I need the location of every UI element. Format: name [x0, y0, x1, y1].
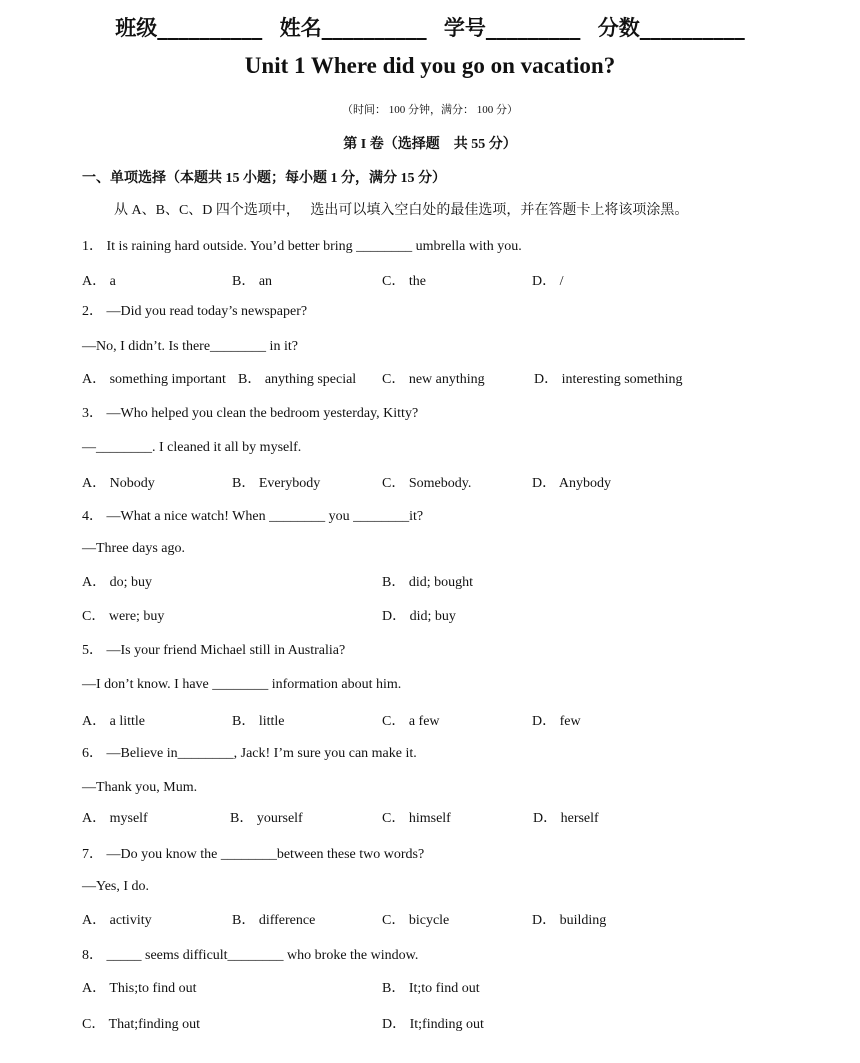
question-3-option-b: B． Everybody — [232, 476, 321, 491]
section-instruction: 从 A、B、C、D 四个选项中， 选出可以填入空白处的最佳选项，并在答题卡上将该项涂黑。 — [114, 203, 689, 218]
question-2-stem: 2． —Did you read today’s newspaper? — [82, 304, 308, 319]
question-1-option-c: C． the — [382, 274, 426, 289]
question-3-response: —________. I cleaned it all by myself. — [82, 440, 302, 455]
question-4-option-b: B． did; bought — [382, 575, 474, 590]
question-5-option-a: A． a little — [82, 714, 145, 729]
question-2-response: —No, I didn’t. Is there________ in it? — [82, 339, 298, 354]
exam-title: Unit 1 Where did you go on vacation? — [244, 53, 616, 78]
question-8-option-b: B． It;to find out — [382, 981, 480, 996]
question-7-response: —Yes, I do. — [82, 879, 150, 894]
question-7-option-b: B． difference — [232, 913, 316, 928]
name-field: 姓名__________ — [279, 16, 427, 40]
question-5-option-b: B． little — [232, 714, 285, 729]
question-8-option-c: C． That;finding out — [82, 1017, 200, 1032]
question-4-option-d: D． did; buy — [382, 609, 456, 624]
question-6-response: —Thank you, Mum. — [82, 780, 198, 795]
question-3-stem: 3． —Who helped you clean the bedroom yesterday, Kitty? — [82, 406, 419, 421]
question-4-option-a: A． do; buy — [82, 575, 152, 590]
question-3-option-d: D． Anybody — [532, 476, 611, 491]
question-6-option-b: B． yourself — [230, 811, 303, 826]
question-4-response: —Three days ago. — [82, 541, 186, 556]
student-number-field: 学号_________ — [443, 16, 581, 40]
section-heading: 一、单项选择（本题共 15 小题；每小题 1 分，满分 15 分） — [82, 171, 446, 186]
question-6-option-d: D． herself — [533, 811, 599, 826]
part-heading: 第 I 卷（选择题 共 55 分） — [343, 137, 517, 152]
question-8-stem: 8． _____ seems difficult________ who broke the window. — [82, 948, 419, 963]
question-7-option-a: A． activity — [82, 913, 152, 928]
question-4-stem: 4． —What a nice watch! When ________ you ________it? — [82, 509, 424, 524]
question-5-stem: 5． —Is your friend Michael still in Australia? — [82, 643, 346, 658]
class-field: 班级__________ — [115, 16, 263, 40]
question-6-stem: 6． —Believe in________, Jack! I’m sure you can make it. — [82, 746, 417, 761]
question-2-option-d: D． interesting something — [534, 372, 683, 387]
question-3-option-c: C． Somebody. — [382, 476, 472, 491]
question-5-response: —I don’t know. I have ________ information about him. — [82, 677, 402, 692]
exam-meta: （时间： 100 分钟，满分： 100 分） — [342, 104, 518, 116]
question-7-option-d: D． building — [532, 913, 607, 928]
question-4-option-c: C． were; buy — [82, 609, 165, 624]
question-1-option-b: B． an — [232, 274, 273, 289]
question-1-stem: 1． It is raining hard outside. You’d better bring ________ umbrella with you. — [82, 239, 522, 254]
question-2-option-a: A． something important — [82, 372, 226, 387]
question-2-option-b: B． anything special — [238, 372, 357, 387]
question-5-option-c: C． a few — [382, 714, 440, 729]
question-2-option-c: C． new anything — [382, 372, 485, 387]
score-field: 分数__________ — [597, 16, 745, 40]
question-3-option-a: A． Nobody — [82, 476, 155, 491]
question-5-option-d: D． few — [532, 714, 581, 729]
question-8-option-a: A． This;to find out — [82, 981, 197, 996]
question-6-option-c: C． himself — [382, 811, 451, 826]
question-8-option-d: D． It;finding out — [382, 1017, 484, 1032]
question-7-option-c: C． bicycle — [382, 913, 450, 928]
question-7-stem: 7． —Do you know the ________between these two words? — [82, 847, 425, 862]
question-1-option-d: D． / — [532, 274, 564, 289]
student-info-row — [0, 18, 860, 39]
question-6-option-a: A． myself — [82, 811, 148, 826]
question-1-option-a: A． a — [82, 274, 116, 289]
